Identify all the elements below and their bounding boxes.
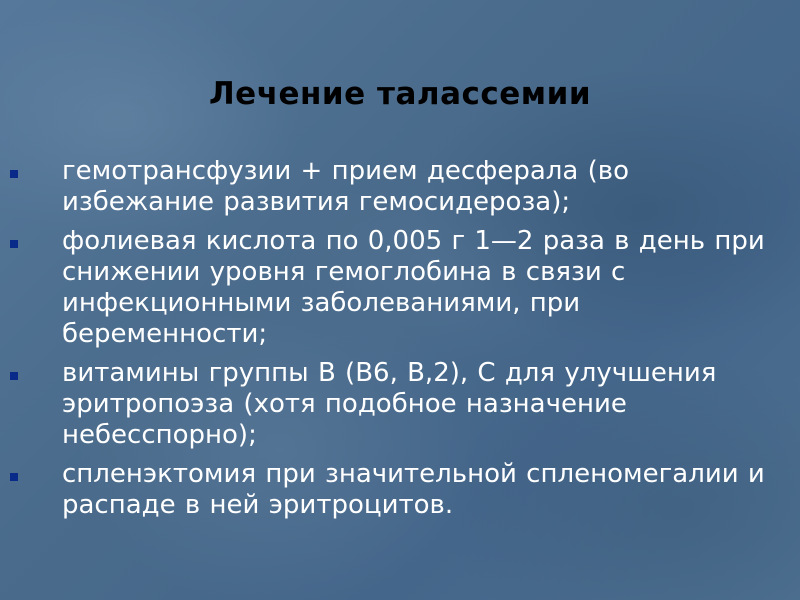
slide-title: Лечение талассемии <box>208 76 592 112</box>
list-item <box>0 156 800 218</box>
bullet-text: спленэктомия при значительной спленомегалии и распаде в ней эритроцитов. <box>62 459 765 520</box>
square-bullet-icon <box>10 240 18 248</box>
square-bullet-icon <box>10 473 18 481</box>
bullet-list <box>0 156 800 529</box>
list-item <box>0 226 800 350</box>
square-bullet-icon <box>10 372 18 380</box>
square-bullet-icon <box>10 170 18 178</box>
list-item <box>0 459 800 521</box>
bullet-text: гемотрансфузии + прием десферала (во избежание развития гемосидероза); <box>62 156 629 217</box>
bullet-text: фолиевая кислота по 0,005 г 1—2 раза в день при снижении уровня гемоглобина в связи с инфекционными заболеваниями, при беременности; <box>62 226 765 349</box>
bullet-text: витамины группы В (В6, В,2), С для улучшения эритропоэза (хотя подобное назначение небесспорно); <box>62 358 717 450</box>
list-item <box>0 358 800 451</box>
